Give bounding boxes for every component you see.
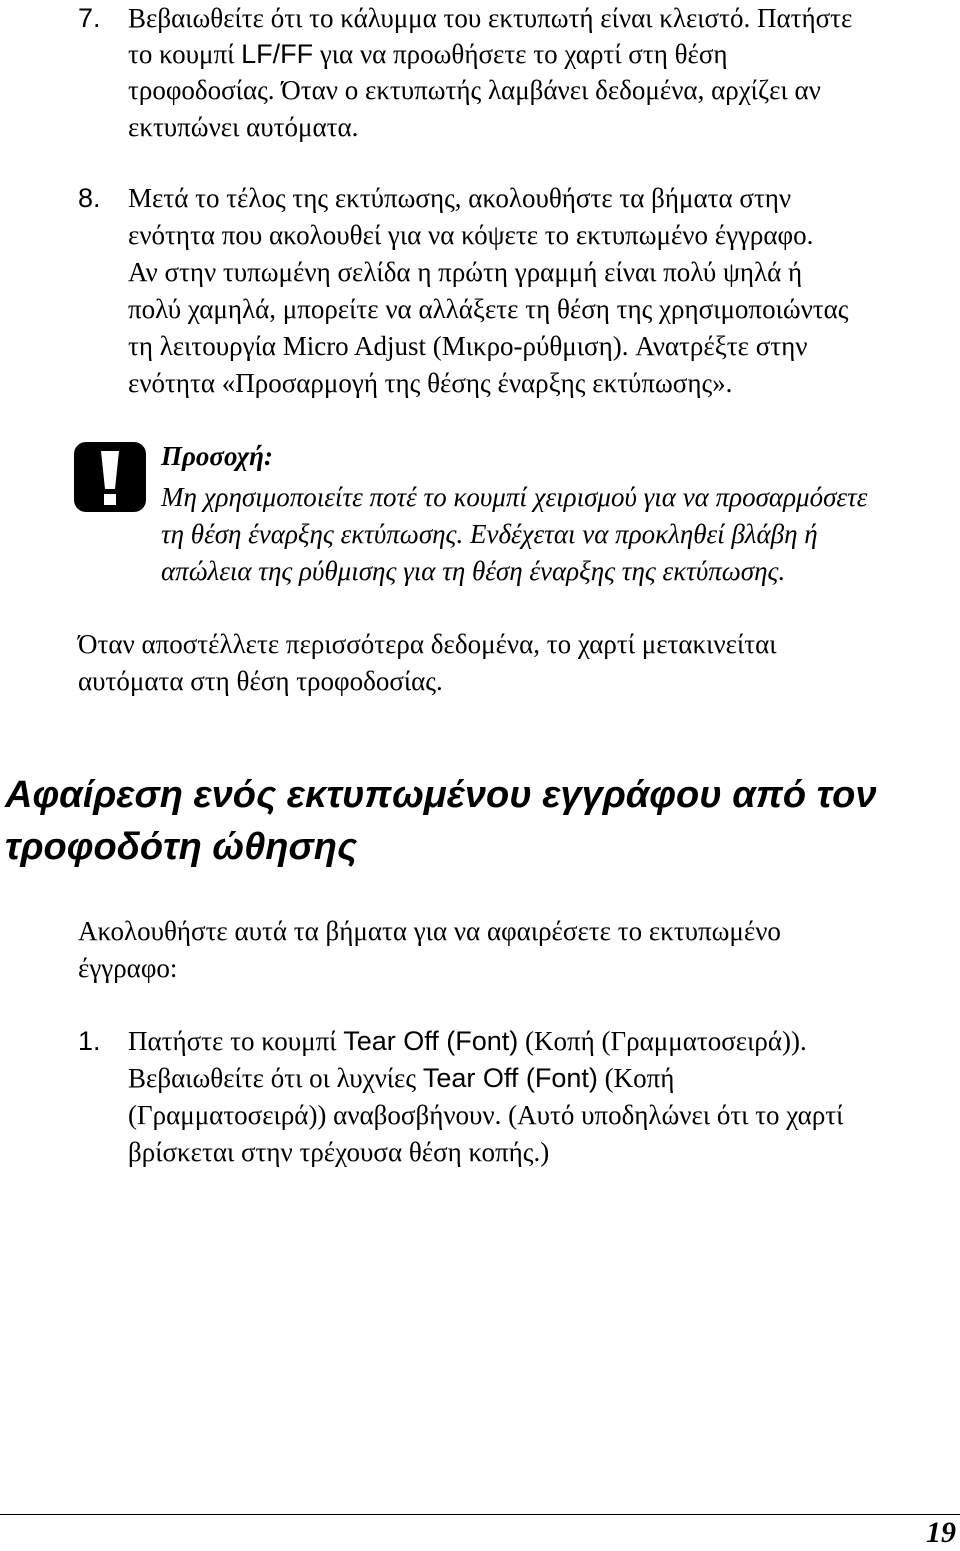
tear-off-button-name: Tear Off (Font) [343, 1026, 519, 1056]
step-7-line-4: εκτυπώνει αυτόματα. [128, 112, 359, 142]
page-number: 19 [926, 1516, 956, 1549]
step-1-number: 1. [78, 1026, 101, 1056]
caution-icon [74, 442, 146, 512]
after-caution-line-2: αυτόματα στη θέση τροφοδοσίας. [78, 666, 443, 696]
after-caution-line-1: Όταν αποστέλλετε περισσότερα δεδομένα, το χαρτί μετακινείται [78, 629, 777, 659]
step-8-number: 8. [78, 183, 101, 213]
step-7-number: 7. [78, 3, 101, 33]
step-1-line-3: (Γραμματοσειρά)) αναβοσβήνουν. (Αυτό υποδηλώνει ότι το χαρτί [128, 1100, 844, 1130]
step-8-line-4: πολύ χαμηλά, μπορείτε να αλλάξετε τη θέση της χρησιμοποιώντας [128, 294, 849, 324]
step-8-line-2: ενότητα που ακολουθεί για να κόψετε το εκτυπωμένο έγγραφο. [128, 220, 814, 250]
caution-line-2: τη θέση έναρξης εκτύπωσης. Ενδέχεται να προκληθεί βλάβη ή [161, 519, 818, 549]
section-heading-line-1: Αφαίρεση ενός εκτυπωμένου εγγράφου από τον [5, 774, 877, 816]
step-8-line-3: Αν στην τυπωμένη σελίδα η πρώτη γραμμή είναι πολύ ψηλά ή [128, 257, 803, 287]
section-intro-line-1: Ακολουθήστε αυτά τα βήματα για να αφαιρέσετε το εκτυπωμένο [78, 916, 781, 946]
step-1-line-1: Πατήστε το κουμπί Tear Off (Font) (Κοπή (Γραμματοσειρά)). [128, 1026, 807, 1056]
step-1-line-4: βρίσκεται στην τρέχουσα θέση κοπής.) [128, 1137, 550, 1167]
footer-rule [0, 1514, 960, 1515]
step-7-line-2: το κουμπί LF/FF για να προωθήσετε το χαρτί στη θέση [128, 39, 728, 69]
step-1-line-2: Βεβαιωθείτε ότι οι λυχνίες Tear Off (Font) (Κοπή [128, 1063, 675, 1093]
step-7-line-1: Βεβαιωθείτε ότι το κάλυμμα του εκτυπωτή είναι κλειστό. Πατήστε [128, 3, 853, 33]
caution-line-3: απώλεια της ρύθμισης για τη θέση έναρξης της εκτύπωσης. [161, 556, 786, 586]
step-8-line-5: τη λειτουργία Micro Adjust (Μικρο-ρύθμιση). Ανατρέξτε στην [128, 331, 808, 361]
caution-line-1: Μη χρησιμοποιείτε ποτέ το κουμπί χειρισμού για να προσαρμόσετε [161, 482, 868, 512]
lf-ff-button-name: LF/FF [241, 39, 314, 69]
step-8-line-6: ενότητα «Προσαρμογή της θέσης έναρξης εκτύπωσης». [128, 368, 733, 398]
section-intro-line-2: έγγραφο: [78, 953, 178, 983]
caution-title: Προσοχή: [161, 441, 273, 471]
section-heading-line-2: τροφοδότη ώθησης [5, 826, 358, 868]
tear-off-light-name: Tear Off (Font) [422, 1063, 598, 1093]
step-8-line-1: Μετά το τέλος της εκτύπωσης, ακολουθήστε τα βήματα στην [128, 183, 792, 213]
step-7-line-3: τροφοδοσίας. Όταν ο εκτυπωτής λαμβάνει δεδομένα, αρχίζει αν [128, 75, 821, 105]
